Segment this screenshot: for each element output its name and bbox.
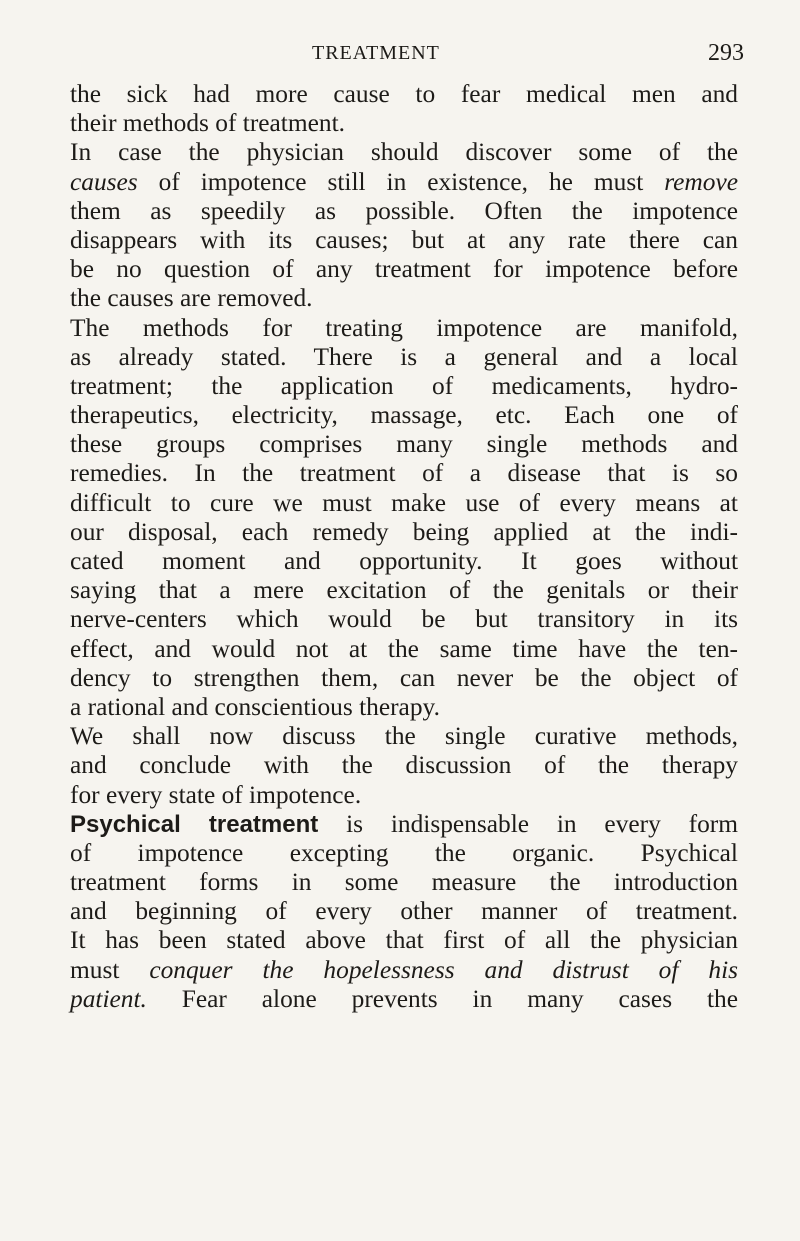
text-line: difficult to cure we must make use of every means at [70,488,738,517]
text-line: Psychical treatment is indispensable in every form [70,809,738,838]
text-line: the causes are removed. [70,284,313,313]
text-line: our disposal, each remedy being applied at the indi- [70,517,738,546]
italic-term: causes [70,167,138,196]
italic-term: remove [664,167,738,196]
text-line: In case the physician should discover some of the [70,138,738,167]
text-line: effect, and would not at the same time have the ten- [70,634,738,663]
text-line: the sick had more cause to fear medical men and [70,80,738,108]
text-line: be no question of any treatment for impotence before [70,255,738,284]
text-line: We shall now discuss the single curative methods, [70,722,738,751]
text-line: patient. Fear alone prevents in many cases the [70,984,738,1013]
text-line: The methods for treating impotence are manifold, [70,313,738,342]
running-head: TREATMENT [312,42,440,64]
section-heading-inline: Psychical treatment [70,810,319,838]
text-line: nerve-centers which would be but transitory in its [70,605,738,634]
text-line: cated moment and opportunity. It goes without [70,547,738,575]
text-line: of impotence excepting the organic. Psychical [70,838,738,867]
text-line: disappears with its causes; but at any rate there can [70,225,738,254]
text-line: saying that a mere excitation of the genitals or their [70,576,738,605]
text-line: therapeutics, electricity, massage, etc. Each one of [70,401,738,430]
text-line: a rational and conscientious therapy. [70,692,440,721]
text-line: remedies. In the treatment of a disease that is so [70,459,738,488]
text-line: treatment; the application of medicaments, hydro- [70,371,738,400]
text-line: and beginning of every other manner of treatment. [70,897,738,926]
page-number: 293 [708,40,744,66]
text-line: their methods of treatment. [70,109,345,138]
text-line: for every state of impotence. [70,780,362,809]
text-line: treatment forms in some measure the introduction [70,868,738,897]
text-line: must conquer the hopelessness and distrust of his [70,955,739,984]
italic-phrase: patient. [70,984,147,1013]
text-line: and conclude with the discussion of the therapy [70,751,738,780]
text-line: as already stated. There is a general and a local [70,342,738,371]
text-line: causes of impotence still in existence, he must remove [70,167,738,196]
italic-phrase: conquer the hopelessness and distrust of his [149,955,739,984]
text-line: these groups comprises many single methods and [70,430,738,459]
text-line: them as speedily as possible. Often the impotence [70,196,738,225]
text-line: It has been stated above that first of all the physician [70,926,738,955]
text-line: dency to strengthen them, can never be the object of [70,663,738,692]
body-text [70,80,738,1014]
